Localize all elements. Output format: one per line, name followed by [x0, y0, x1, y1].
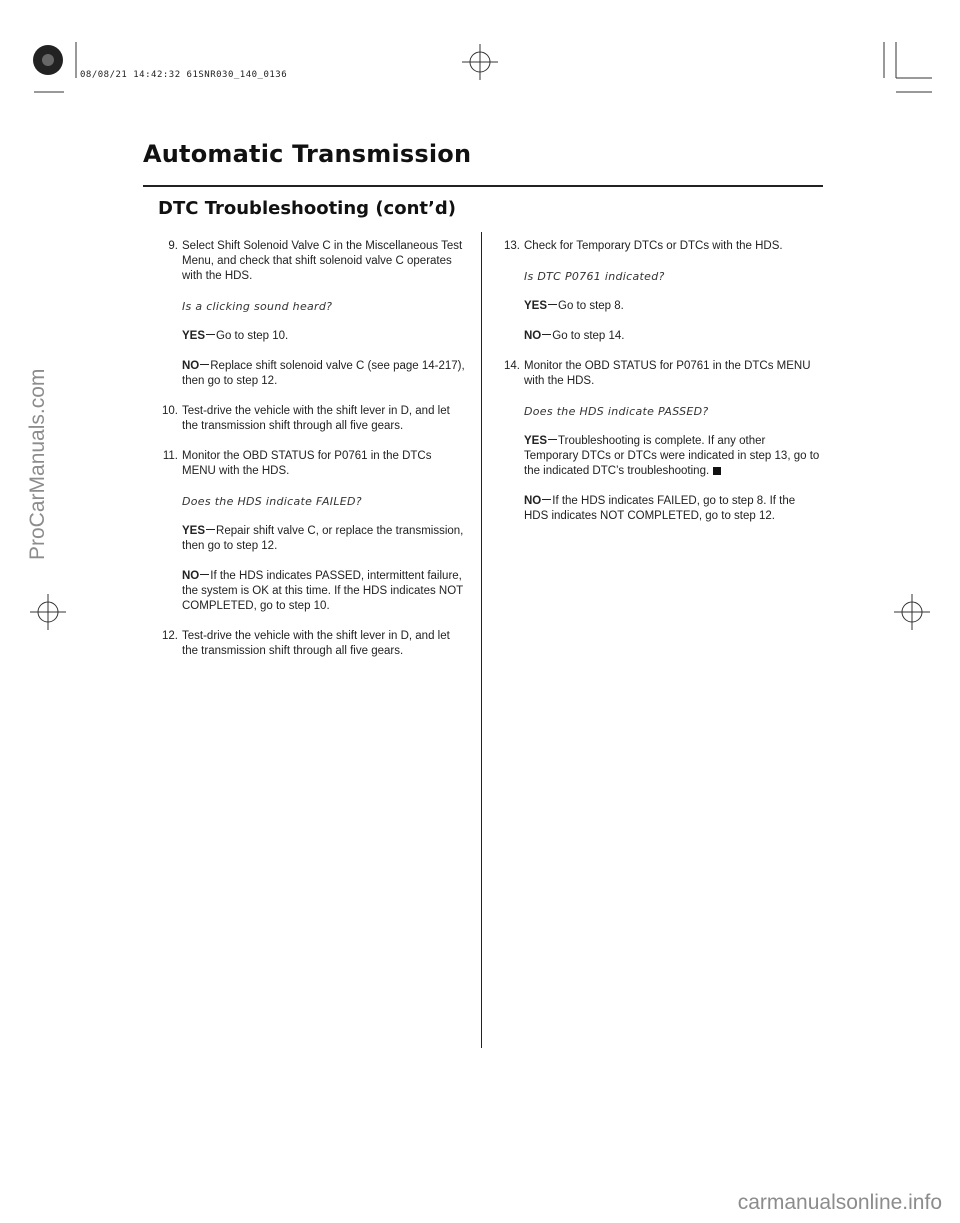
step-10	[158, 404, 468, 434]
step-number: 9.	[168, 240, 178, 252]
step-text: Monitor the OBD STATUS for P0761 in the DTCs MENU with the HDS.	[182, 450, 432, 477]
yes-label: YES	[182, 525, 206, 537]
step-number: 11.	[162, 450, 178, 462]
answer-no	[500, 494, 820, 524]
dash-icon	[200, 364, 209, 365]
title-rule	[143, 185, 823, 187]
step-number: 14.	[504, 360, 520, 372]
print-stamp: 08/08/21 14:42:32 61SNR030_140_0136	[80, 70, 288, 80]
answer-no	[158, 359, 468, 389]
step-question: Is a clicking sound heard?	[182, 300, 333, 313]
section-title: DTC Troubleshooting (cont’d)	[158, 198, 456, 219]
answer-yes	[500, 299, 820, 314]
step-text: Check for Temporary DTCs or DTCs with the HDS.	[524, 240, 783, 252]
step-13	[500, 239, 820, 254]
answer-text: Go to step 14.	[552, 330, 625, 342]
dash-icon	[206, 529, 215, 530]
dash-icon	[548, 304, 557, 305]
answer-text: Replace shift solenoid valve C (see page 14-217), then go to step 12.	[182, 360, 465, 387]
column-divider	[481, 232, 482, 1048]
step-question: Is DTC P0761 indicated?	[524, 270, 665, 283]
answer-text: If the HDS indicates FAILED, go to step 8. If the HDS indicates NOT COMPLETED, go to step 12.	[524, 495, 796, 522]
no-label: NO	[182, 360, 200, 372]
answer-no	[158, 569, 468, 614]
step-12	[158, 629, 468, 659]
yes-label: YES	[524, 435, 548, 447]
step-text: Test-drive the vehicle with the shift lever in D, and let the transmission shift through all five gears.	[182, 630, 450, 657]
left-column	[158, 239, 468, 659]
step-number: 10.	[162, 405, 178, 417]
step-11	[158, 449, 468, 479]
answer-yes	[158, 329, 468, 344]
yes-label: YES	[524, 300, 548, 312]
right-column	[500, 239, 820, 524]
answer-no	[500, 329, 820, 344]
no-label: NO	[524, 495, 542, 507]
page-title: Automatic Transmission	[143, 140, 472, 168]
step-14	[500, 359, 820, 389]
no-label: NO	[524, 330, 542, 342]
step-number: 12.	[162, 630, 178, 642]
step-text: Monitor the OBD STATUS for P0761 in the DTCs MENU with the HDS.	[524, 360, 811, 387]
step-number: 13.	[504, 240, 520, 252]
dash-icon	[200, 574, 209, 575]
dash-icon	[206, 334, 215, 335]
answer-yes	[500, 434, 820, 479]
dash-icon	[542, 334, 551, 335]
yes-label: YES	[182, 330, 206, 342]
target-dot-center-icon	[42, 54, 54, 66]
dash-icon	[542, 499, 551, 500]
end-square-icon	[713, 467, 721, 475]
answer-text: If the HDS indicates PASSED, intermittent failure, the system is OK at this time. If the HDS indicates NOT COMPLETED, go to step 10.	[182, 570, 463, 612]
step-text: Test-drive the vehicle with the shift lever in D, and let the transmission shift through all five gears.	[182, 405, 450, 432]
answer-text: Repair shift valve C, or replace the transmission, then go to step 12.	[182, 525, 464, 552]
bottom-watermark: carmanualsonline.info	[737, 1191, 942, 1214]
no-label: NO	[182, 570, 200, 582]
step-text: Select Shift Solenoid Valve C in the Miscellaneous Test Menu, and check that shift solenoid valve C operates with the HDS.	[182, 240, 463, 282]
dash-icon	[548, 439, 557, 440]
answer-text: Go to step 10.	[216, 330, 289, 342]
answer-yes	[158, 524, 468, 554]
side-watermark: ProCarManuals.com	[26, 368, 49, 560]
answer-text: Go to step 8.	[558, 300, 624, 312]
step-9	[158, 239, 468, 284]
step-question: Does the HDS indicate PASSED?	[524, 405, 709, 418]
answer-text: Troubleshooting is complete. If any other Temporary DTCs or DTCs were indicated in step 13, go to the indicated DTC’s troubleshooting.	[524, 435, 820, 477]
step-question: Does the HDS indicate FAILED?	[182, 495, 362, 508]
